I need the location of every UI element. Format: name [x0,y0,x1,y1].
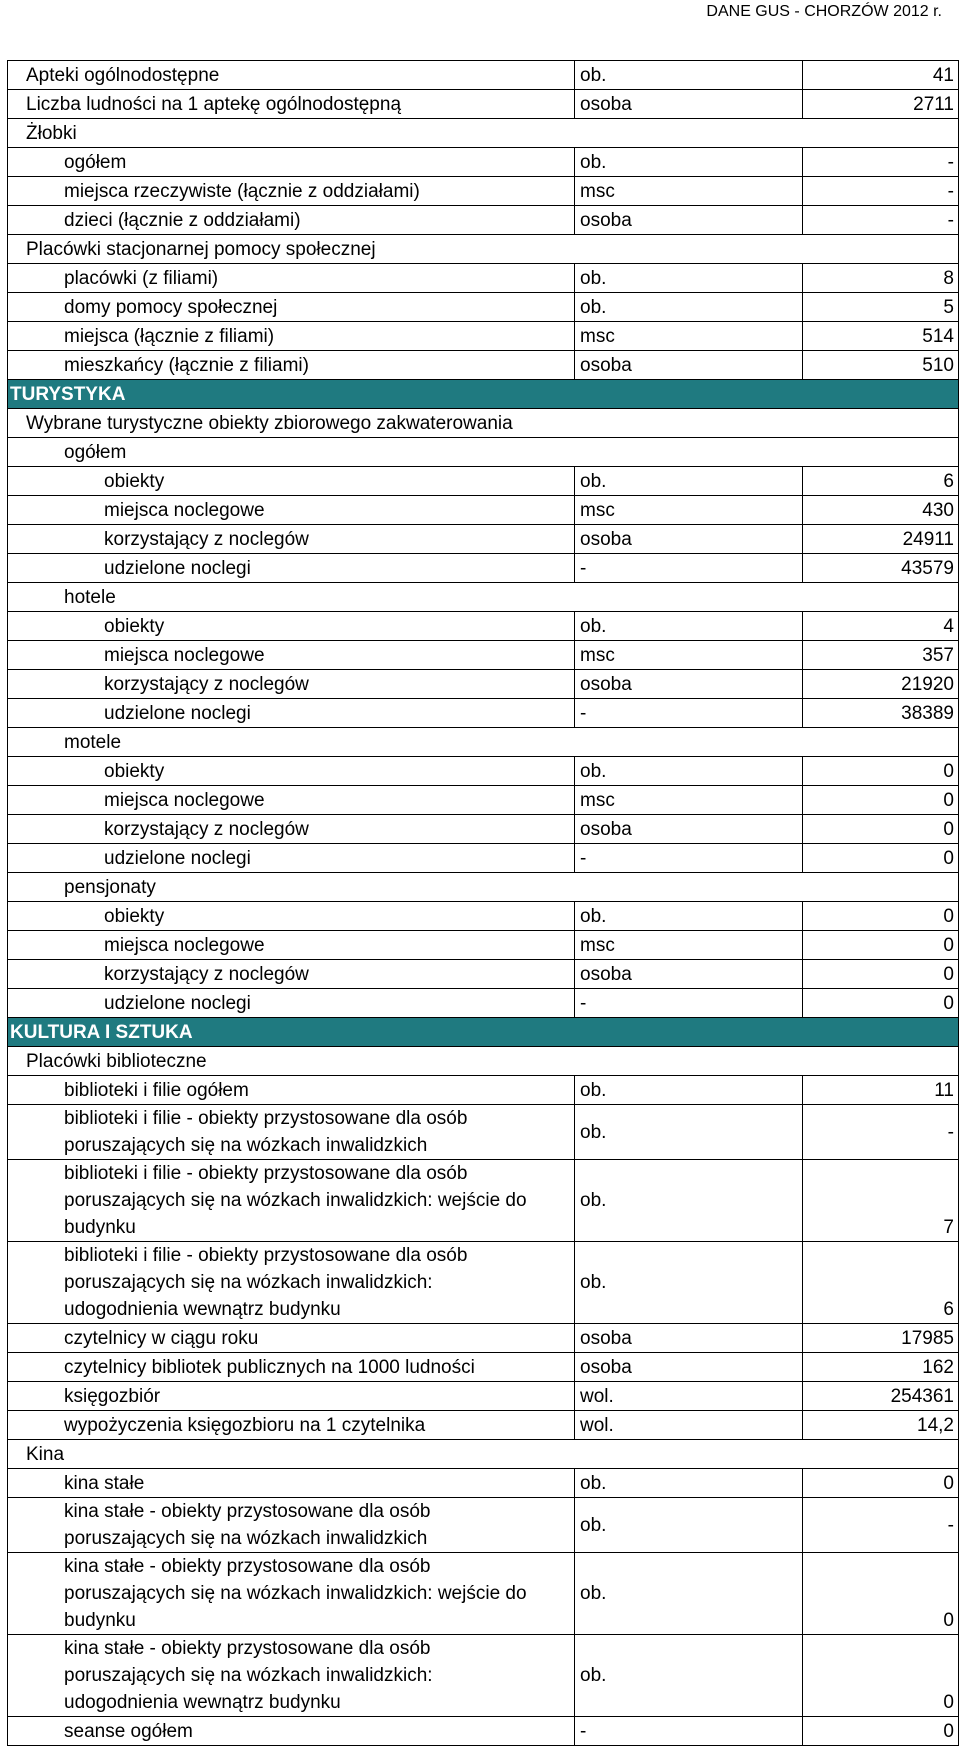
row-value: - [803,148,959,177]
row-label: kina stałe - obiekty przystosowane dla osób poruszających się na wózkach inwalidzkich: udogodnienia wewnątrz budynku [8,1635,575,1717]
row-unit: ob. [575,1105,803,1160]
table-row [8,641,959,670]
row-unit: wol. [575,1382,803,1411]
row-value: 6 [803,467,959,496]
row-value: 38389 [803,699,959,728]
row-label: korzystający z noclegów [8,525,575,554]
table-row [8,1553,959,1635]
row-value: 514 [803,322,959,351]
row-unit: msc [575,322,803,351]
row-value: 0 [803,844,959,873]
row-label: udzielone noclegi [8,554,575,583]
table-row [8,1382,959,1411]
row-unit: osoba [575,815,803,844]
row-unit: ob. [575,61,803,90]
row-label: obiekty [8,467,575,496]
row-unit: ob. [575,1469,803,1498]
row-unit: osoba [575,960,803,989]
group-header-row [8,1440,959,1469]
table-row [8,1469,959,1498]
row-unit: ob. [575,293,803,322]
row-unit: osoba [575,206,803,235]
group-header-row [8,873,959,902]
row-label: obiekty [8,757,575,786]
table-row [8,960,959,989]
row-value: 357 [803,641,959,670]
table-row [8,1324,959,1353]
row-unit: - [575,1717,803,1746]
table-row [8,322,959,351]
row-label: obiekty [8,612,575,641]
table-row [8,1160,959,1242]
table-row [8,1635,959,1717]
group-label: ogółem [8,438,959,467]
group-header-row [8,1047,959,1076]
row-label: ogółem [8,148,575,177]
row-unit: osoba [575,1353,803,1382]
row-label: seanse ogółem [8,1717,575,1746]
row-value: 21920 [803,670,959,699]
row-value: 8 [803,264,959,293]
row-value: 11 [803,1076,959,1105]
table-row [8,815,959,844]
table-row [8,177,959,206]
row-unit: msc [575,496,803,525]
row-value: 7 [803,1160,959,1242]
section-title: TURYSTYKA [8,380,959,409]
table-row [8,1498,959,1553]
group-label: Placówki stacjonarnej pomocy społecznej [8,235,959,264]
table-row [8,496,959,525]
row-unit: ob. [575,1076,803,1105]
row-value: 0 [803,815,959,844]
row-label: biblioteki i filie - obiekty przystosowane dla osób poruszających się na wózkach inwalidzkich: udogodnienia wewnątrz budynku [8,1242,575,1324]
row-value: 0 [803,757,959,786]
row-unit: ob. [575,148,803,177]
table-row [8,264,959,293]
group-label: hotele [8,583,959,612]
row-unit: ob. [575,902,803,931]
row-label: kina stałe [8,1469,575,1498]
table-row [8,844,959,873]
row-unit: osoba [575,670,803,699]
section-header-row [8,1018,959,1047]
row-value: 24911 [803,525,959,554]
row-label: miejsca rzeczywiste (łącznie z oddziałami) [8,177,575,206]
table-row [8,206,959,235]
row-label: korzystający z noclegów [8,960,575,989]
row-label: czytelnicy w ciągu roku [8,1324,575,1353]
row-unit: msc [575,177,803,206]
row-value: 0 [803,989,959,1018]
row-unit: osoba [575,1324,803,1353]
table-row [8,148,959,177]
row-label: domy pomocy społecznej [8,293,575,322]
row-value: 43579 [803,554,959,583]
row-value: - [803,1498,959,1553]
table-row [8,467,959,496]
table-row [8,612,959,641]
group-header-row [8,235,959,264]
row-unit: osoba [575,525,803,554]
group-label: Żłobki [8,119,959,148]
table-row [8,931,959,960]
table-row [8,699,959,728]
statistics-table [7,60,959,1746]
row-label: kina stałe - obiekty przystosowane dla osób poruszających się na wózkach inwalidzkich: wejście do budynku [8,1553,575,1635]
table-row [8,1411,959,1440]
group-header-row [8,728,959,757]
row-label: kina stałe - obiekty przystosowane dla osób poruszających się na wózkach inwalidzkich [8,1498,575,1553]
row-value: 6 [803,1242,959,1324]
table-row [8,902,959,931]
table-row [8,1242,959,1324]
group-label: Kina [8,1440,959,1469]
row-value: 0 [803,1717,959,1746]
row-unit: ob. [575,757,803,786]
table-row [8,1717,959,1746]
row-value: 5 [803,293,959,322]
row-unit: ob. [575,467,803,496]
statistics-table-body [8,61,959,1746]
table-row [8,670,959,699]
row-unit: ob. [575,1553,803,1635]
section-header-row [8,380,959,409]
row-unit: ob. [575,264,803,293]
row-label: korzystający z noclegów [8,670,575,699]
row-label: placówki (z filiami) [8,264,575,293]
row-label: biblioteki i filie - obiekty przystosowane dla osób poruszających się na wózkach inwalidzkich: wejście do budynku [8,1160,575,1242]
section-title: KULTURA I SZTUKA [8,1018,959,1047]
row-value: - [803,177,959,206]
row-unit: osoba [575,90,803,119]
row-value: 430 [803,496,959,525]
table-row [8,554,959,583]
row-unit: - [575,699,803,728]
table-row [8,525,959,554]
row-unit: ob. [575,1635,803,1717]
row-unit: ob. [575,1242,803,1324]
row-value: 162 [803,1353,959,1382]
group-header-row [8,583,959,612]
group-label: motele [8,728,959,757]
row-label: czytelnicy bibliotek publicznych na 1000 ludności [8,1353,575,1382]
row-label: wypożyczenia księgozbioru na 1 czytelnika [8,1411,575,1440]
row-unit: - [575,554,803,583]
row-unit: msc [575,931,803,960]
row-value: 0 [803,1469,959,1498]
row-label: miejsca noclegowe [8,496,575,525]
row-unit: - [575,989,803,1018]
row-label: biblioteki i filie - obiekty przystosowane dla osób poruszających się na wózkach inwalidzkich [8,1105,575,1160]
table-row [8,786,959,815]
row-value: 4 [803,612,959,641]
row-value: 0 [803,931,959,960]
row-value: 0 [803,1635,959,1717]
row-label: dzieci (łącznie z oddziałami) [8,206,575,235]
row-value: 0 [803,786,959,815]
row-value: 14,2 [803,1411,959,1440]
table-row [8,757,959,786]
group-label: Wybrane turystyczne obiekty zbiorowego zakwaterowania [8,409,959,438]
document-header: DANE GUS - CHORZÓW 2012 r. [706,3,942,20]
row-value: 510 [803,351,959,380]
row-value: 0 [803,1553,959,1635]
row-label: Apteki ogólnodostępne [8,61,575,90]
row-value: 41 [803,61,959,90]
row-unit: ob. [575,1160,803,1242]
row-label: Liczba ludności na 1 aptekę ogólnodostępną [8,90,575,119]
row-label: mieszkańcy (łącznie z filiami) [8,351,575,380]
row-label: korzystający z noclegów [8,815,575,844]
table-row [8,989,959,1018]
row-label: udzielone noclegi [8,989,575,1018]
table-row [8,61,959,90]
table-row [8,90,959,119]
row-label: biblioteki i filie ogółem [8,1076,575,1105]
table-row [8,351,959,380]
row-label: miejsca (łącznie z filiami) [8,322,575,351]
row-unit: - [575,844,803,873]
row-unit: osoba [575,351,803,380]
row-label: obiekty [8,902,575,931]
group-label: pensjonaty [8,873,959,902]
row-label: miejsca noclegowe [8,641,575,670]
row-label: miejsca noclegowe [8,786,575,815]
row-value: - [803,1105,959,1160]
row-value: 0 [803,960,959,989]
row-unit: ob. [575,1498,803,1553]
row-unit: wol. [575,1411,803,1440]
table-row [8,1353,959,1382]
row-label: miejsca noclegowe [8,931,575,960]
group-header-row [8,409,959,438]
row-value: 17985 [803,1324,959,1353]
row-label: udzielone noclegi [8,699,575,728]
table-row [8,1076,959,1105]
group-header-row [8,119,959,148]
row-value: 2711 [803,90,959,119]
row-value: 0 [803,902,959,931]
row-label: księgozbiór [8,1382,575,1411]
group-label: Placówki biblioteczne [8,1047,959,1076]
row-value: - [803,206,959,235]
row-value: 254361 [803,1382,959,1411]
row-unit: msc [575,641,803,670]
table-row [8,293,959,322]
row-label: udzielone noclegi [8,844,575,873]
table-row [8,1105,959,1160]
row-unit: msc [575,786,803,815]
group-header-row [8,438,959,467]
row-unit: ob. [575,612,803,641]
